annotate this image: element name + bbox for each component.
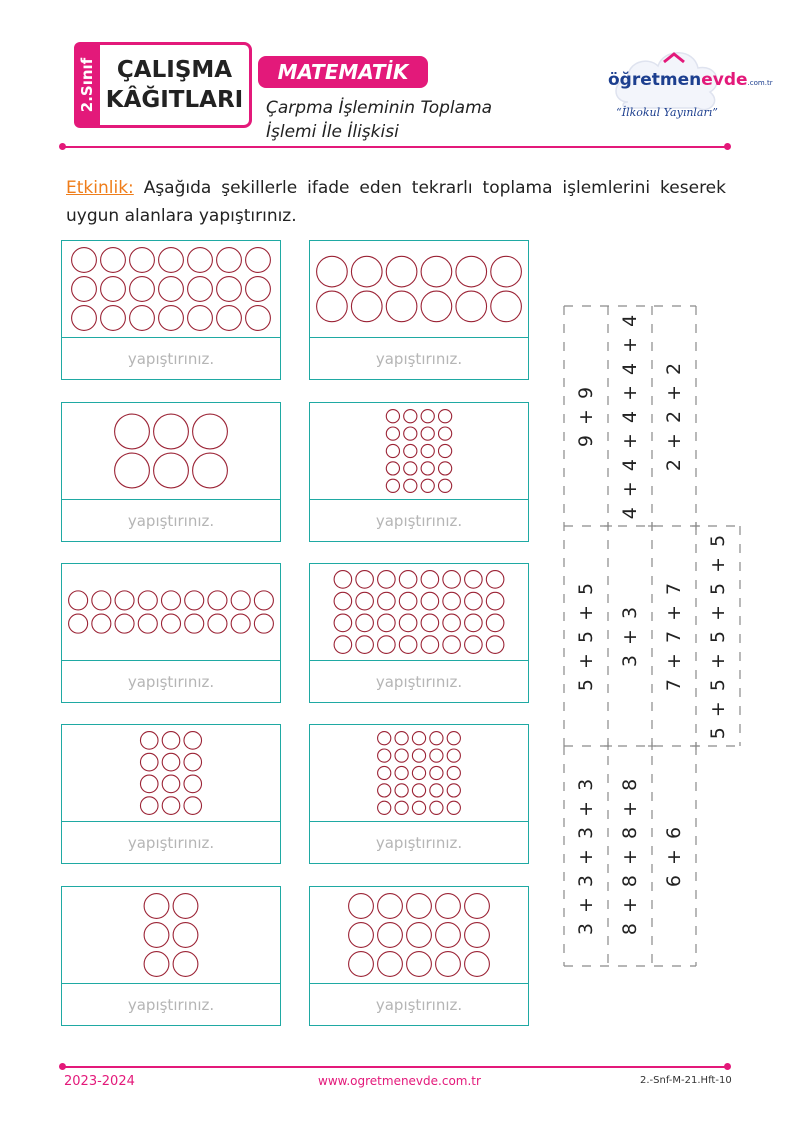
circle-icon <box>421 291 452 322</box>
circle-icon <box>386 410 399 423</box>
grade-badge <box>74 42 100 128</box>
circle-group <box>62 564 280 660</box>
circle-icon <box>399 571 417 589</box>
circle-icon <box>439 462 452 475</box>
activity-text: Aşağıda şekillerle ifade eden tekrarlı toplama işlemlerini keserek uygun alanlara yapıştırınız. <box>66 178 726 226</box>
activity-instruction <box>66 174 726 230</box>
circle-icon <box>144 894 169 919</box>
circle-icon <box>101 277 126 302</box>
circle-icon <box>421 614 439 632</box>
circle-icon <box>404 444 417 457</box>
circle-icon <box>101 306 126 331</box>
header-divider <box>62 146 728 148</box>
circle-icon <box>349 894 374 919</box>
circle-icon <box>378 636 396 654</box>
circle-icon <box>421 256 452 287</box>
footer-year: 2023-2024 <box>64 1074 135 1089</box>
circle-icon <box>436 923 461 948</box>
circle-icon <box>399 614 417 632</box>
paste-area[interactable]: yapıştırınız. <box>62 499 280 541</box>
circle-icon <box>72 306 97 331</box>
circle-icon <box>72 248 97 273</box>
circle-icon <box>404 462 417 475</box>
circle-icon <box>386 462 399 475</box>
circle-icon <box>421 479 434 492</box>
circle-icon <box>395 749 408 762</box>
circle-icon <box>407 923 432 948</box>
logo-wordmark: öğretmenevde.com.tr <box>608 70 773 90</box>
circle-icon <box>486 614 504 632</box>
circle-icon <box>188 248 213 273</box>
circle-icon <box>465 571 483 589</box>
circle-icon <box>386 256 417 287</box>
circle-icon <box>130 277 155 302</box>
circle-icon <box>430 784 443 797</box>
paste-card <box>61 240 281 380</box>
circle-icon <box>351 291 382 322</box>
circle-icon <box>421 462 434 475</box>
circle-icon <box>217 306 242 331</box>
circle-icon <box>334 636 352 654</box>
circle-icon <box>193 453 228 488</box>
circle-icon <box>69 614 88 633</box>
title-line-2: KÂĞITLARI <box>105 87 244 113</box>
topic-line-1: Çarpma İşleminin Toplama <box>266 98 493 118</box>
circle-icon <box>399 636 417 654</box>
circle-icon <box>439 410 452 423</box>
topic-title <box>266 96 492 144</box>
circle-icon <box>154 453 189 488</box>
circle-icon <box>173 952 198 977</box>
paste-area[interactable]: yapıştırınız. <box>310 499 528 541</box>
circle-icon <box>439 444 452 457</box>
circle-icon <box>231 614 250 633</box>
circle-icon <box>92 614 111 633</box>
circle-icon <box>217 248 242 273</box>
circle-icon <box>378 801 391 814</box>
circle-icon <box>491 256 522 287</box>
circle-icon <box>334 614 352 632</box>
strip-expression[interactable]: 6 + 6 <box>663 824 685 888</box>
circle-icon <box>130 248 155 273</box>
strip-expression[interactable]: 3 + 3 <box>619 604 641 668</box>
circle-icon <box>404 427 417 440</box>
circle-group <box>310 725 528 821</box>
circle-icon <box>162 732 180 750</box>
circle-icon <box>334 592 352 610</box>
paste-area[interactable]: yapıştırınız. <box>62 983 280 1025</box>
paste-card <box>61 886 281 1026</box>
circle-icon <box>386 479 399 492</box>
circle-icon <box>193 414 228 449</box>
circle-icon <box>185 591 204 610</box>
circle-icon <box>173 894 198 919</box>
strip-expression[interactable]: 9 + 9 <box>575 384 597 448</box>
circle-icon <box>430 766 443 779</box>
circle-icon <box>231 591 250 610</box>
activity-label: Etkinlik: <box>66 178 134 198</box>
circle-icon <box>378 732 391 745</box>
circle-icon <box>378 894 403 919</box>
topic-line-2: İşlemi İle İlişkisi <box>266 122 399 142</box>
circle-icon <box>173 923 198 948</box>
circle-icon <box>412 784 425 797</box>
circle-icon <box>184 732 202 750</box>
circle-group <box>62 403 280 499</box>
circle-icon <box>430 801 443 814</box>
circle-icon <box>436 894 461 919</box>
circle-icon <box>140 753 158 771</box>
circle-icon <box>161 591 180 610</box>
circle-icon <box>378 952 403 977</box>
circle-icon <box>412 732 425 745</box>
circle-icon <box>412 801 425 814</box>
logo-tagline: “İlkokul Yayınları” <box>616 106 718 119</box>
circle-icon <box>430 732 443 745</box>
circle-icon <box>439 427 452 440</box>
circle-icon <box>407 952 432 977</box>
circle-icon <box>447 784 460 797</box>
circle-icon <box>159 306 184 331</box>
circle-group <box>62 887 280 983</box>
circle-icon <box>378 592 396 610</box>
circle-group <box>62 241 280 337</box>
circle-icon <box>208 591 227 610</box>
circle-icon <box>69 591 88 610</box>
circle-icon <box>491 291 522 322</box>
strip-expression[interactable]: 4 + 4 + 4 + 4 + 4 <box>619 312 641 520</box>
circle-icon <box>421 636 439 654</box>
circle-icon <box>443 592 461 610</box>
circle-icon <box>430 749 443 762</box>
paste-area[interactable]: yapıştırınız. <box>310 821 528 863</box>
circle-icon <box>404 479 417 492</box>
paste-card <box>61 563 281 703</box>
circle-icon <box>378 923 403 948</box>
footer-website-link[interactable]: www.ogretmenevde.com.tr <box>318 1074 481 1088</box>
circle-icon <box>351 256 382 287</box>
footer-divider <box>62 1066 728 1068</box>
paste-area[interactable]: yapıştırınız. <box>62 660 280 702</box>
circle-icon <box>395 784 408 797</box>
circle-icon <box>162 775 180 793</box>
circle-icon <box>386 444 399 457</box>
circle-icon <box>386 427 399 440</box>
circle-icon <box>188 277 213 302</box>
circle-icon <box>246 248 271 273</box>
circle-icon <box>162 753 180 771</box>
strip-expression[interactable]: 5 + 5 + 5 + 5 + 5 <box>707 532 729 740</box>
circle-group <box>310 564 528 660</box>
title-line-1: ÇALIŞMA <box>116 57 233 83</box>
circle-icon <box>115 453 150 488</box>
subject-tag: MATEMATİK <box>258 56 428 88</box>
circle-icon <box>439 479 452 492</box>
circle-icon <box>161 614 180 633</box>
circle-icon <box>101 248 126 273</box>
circle-icon <box>356 636 374 654</box>
circle-icon <box>447 749 460 762</box>
circle-icon <box>188 306 213 331</box>
circle-icon <box>349 923 374 948</box>
strip-expression[interactable]: 8 + 8 + 8 + 8 <box>619 776 641 936</box>
circle-icon <box>185 614 204 633</box>
circle-icon <box>208 614 227 633</box>
circle-icon <box>465 894 490 919</box>
circle-icon <box>395 801 408 814</box>
circle-group <box>62 725 280 821</box>
circle-icon <box>386 291 417 322</box>
circle-icon <box>138 591 157 610</box>
circle-icon <box>92 591 111 610</box>
circle-icon <box>465 923 490 948</box>
circle-icon <box>465 614 483 632</box>
circle-icon <box>254 614 273 633</box>
paste-area[interactable]: yapıştırınız. <box>310 337 528 379</box>
circle-icon <box>456 291 487 322</box>
paste-card <box>309 886 529 1026</box>
circle-icon <box>456 256 487 287</box>
circle-icon <box>159 277 184 302</box>
circle-icon <box>349 952 374 977</box>
circle-icon <box>486 571 504 589</box>
circle-icon <box>334 571 352 589</box>
circle-icon <box>378 749 391 762</box>
footer-code: 2.-Snf-M-21.Hft-10 <box>640 1075 732 1086</box>
circle-icon <box>447 766 460 779</box>
paste-area[interactable]: yapıştırınız. <box>62 337 280 379</box>
paste-area[interactable]: yapıştırınız. <box>310 983 528 1025</box>
circle-icon <box>115 591 134 610</box>
circle-icon <box>246 306 271 331</box>
paste-card <box>61 402 281 542</box>
circle-icon <box>443 636 461 654</box>
paste-area[interactable]: yapıştırınız. <box>310 660 528 702</box>
circle-icon <box>140 797 158 815</box>
circle-icon <box>421 410 434 423</box>
circle-icon <box>317 291 348 322</box>
paste-card <box>309 240 529 380</box>
paste-card <box>61 724 281 864</box>
circle-icon <box>115 614 134 633</box>
circle-group <box>310 403 528 499</box>
circle-icon <box>317 256 348 287</box>
circle-icon <box>378 571 396 589</box>
circle-icon <box>407 894 432 919</box>
circle-icon <box>378 766 391 779</box>
circle-icon <box>465 952 490 977</box>
circle-icon <box>395 732 408 745</box>
grade-label: 2.Sınıf <box>78 57 96 113</box>
publisher-logo <box>608 40 773 130</box>
circle-icon <box>184 753 202 771</box>
circle-group <box>310 241 528 337</box>
circle-icon <box>421 571 439 589</box>
strip-expression[interactable]: 2 + 2 + 2 <box>663 360 685 472</box>
paste-card <box>309 563 529 703</box>
circle-icon <box>486 592 504 610</box>
strip-expression[interactable]: 3 + 3 + 3 + 3 <box>575 776 597 936</box>
circle-icon <box>378 614 396 632</box>
circle-icon <box>486 636 504 654</box>
circle-icon <box>184 797 202 815</box>
paste-card <box>309 724 529 864</box>
circle-icon <box>421 592 439 610</box>
circle-icon <box>254 591 273 610</box>
paste-card <box>309 402 529 542</box>
circle-icon <box>217 277 242 302</box>
circle-icon <box>140 732 158 750</box>
circle-icon <box>412 749 425 762</box>
circle-icon <box>443 614 461 632</box>
circle-icon <box>447 801 460 814</box>
circle-icon <box>140 775 158 793</box>
circle-icon <box>356 614 374 632</box>
circle-icon <box>159 248 184 273</box>
strip-expression[interactable]: 7 + 7 + 7 <box>663 580 685 692</box>
circle-icon <box>246 277 271 302</box>
circle-icon <box>115 414 150 449</box>
cutout-strips <box>560 300 750 980</box>
circle-icon <box>443 571 461 589</box>
circle-group <box>310 887 528 983</box>
circle-icon <box>144 923 169 948</box>
circle-icon <box>72 277 97 302</box>
circle-icon <box>399 592 417 610</box>
circle-icon <box>447 732 460 745</box>
circle-icon <box>154 414 189 449</box>
circle-icon <box>436 952 461 977</box>
circle-icon <box>404 410 417 423</box>
circle-icon <box>465 592 483 610</box>
circle-icon <box>395 766 408 779</box>
circle-icon <box>144 952 169 977</box>
circle-icon <box>130 306 155 331</box>
circle-icon <box>412 766 425 779</box>
worksheet-title <box>100 42 252 128</box>
circle-icon <box>421 444 434 457</box>
circle-icon <box>138 614 157 633</box>
circle-icon <box>356 592 374 610</box>
circle-icon <box>162 797 180 815</box>
circle-icon <box>465 636 483 654</box>
paste-area[interactable]: yapıştırınız. <box>62 821 280 863</box>
circle-icon <box>356 571 374 589</box>
circle-icon <box>184 775 202 793</box>
circle-icon <box>378 784 391 797</box>
strip-expression[interactable]: 5 + 5 + 5 <box>575 580 597 692</box>
circle-icon <box>421 427 434 440</box>
